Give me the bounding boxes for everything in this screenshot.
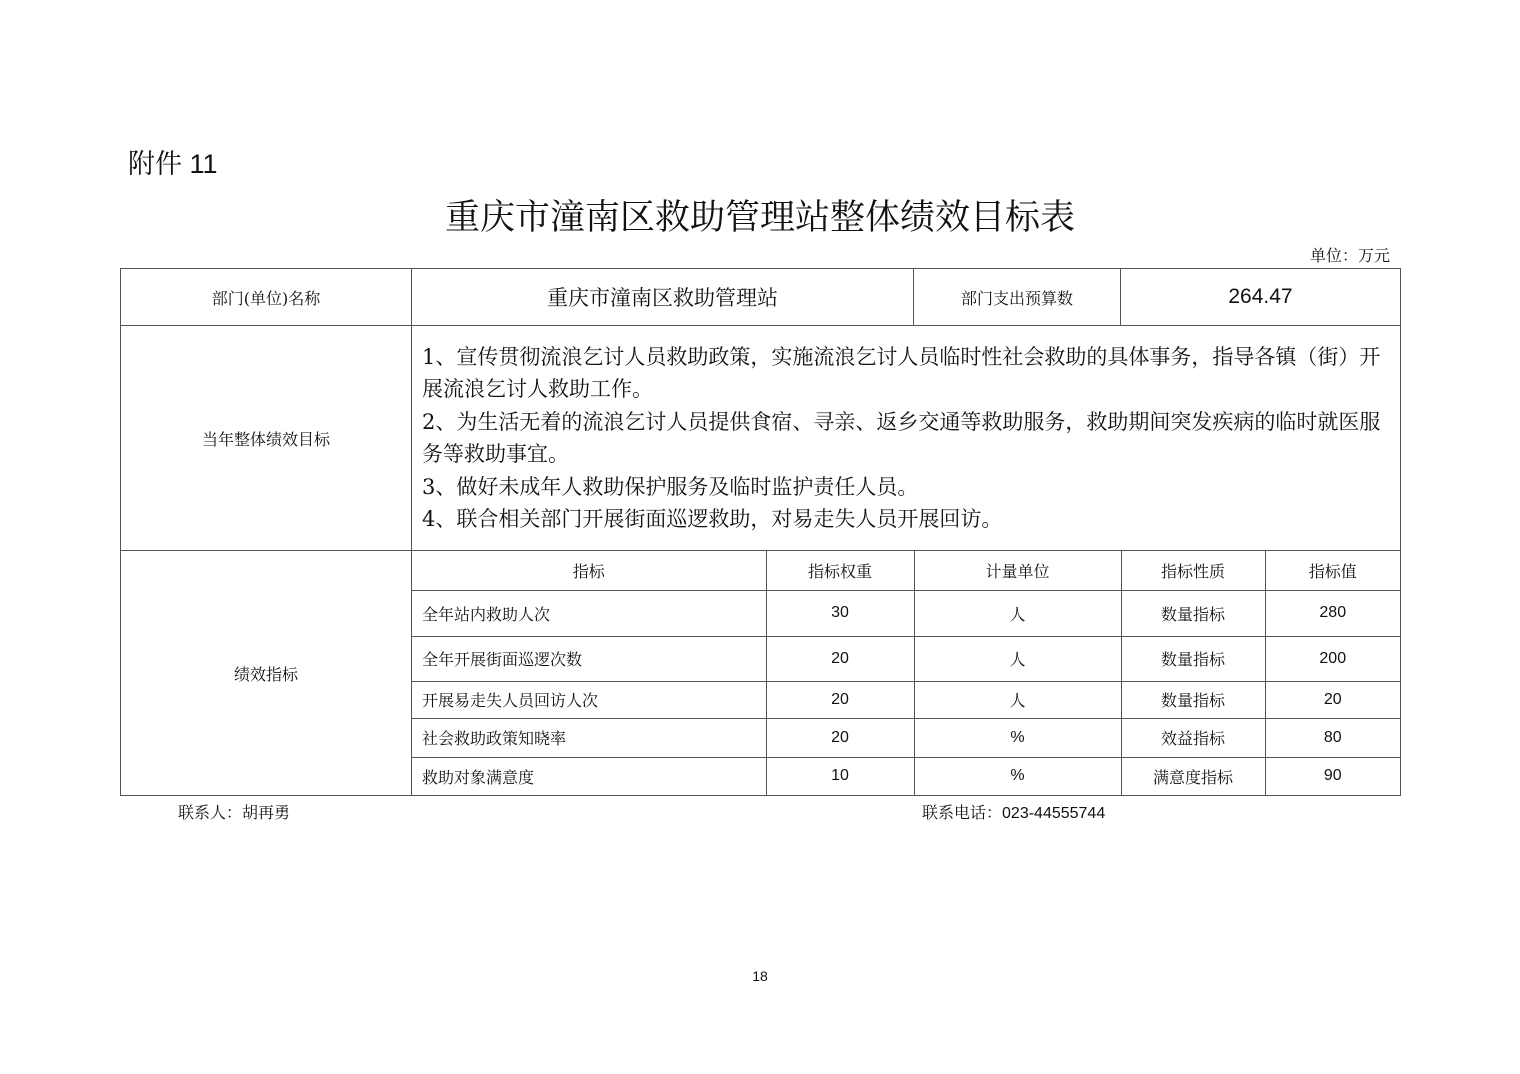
- performance-table: [120, 268, 1401, 796]
- dept-name-label: 部门(单位)名称: [121, 269, 412, 326]
- indicator-nature: 效益指标: [1121, 718, 1265, 757]
- budget-value: 264.47: [1121, 269, 1401, 326]
- indicator-value: 200: [1265, 636, 1400, 681]
- goals-label: 当年整体绩效目标: [121, 326, 412, 551]
- table-row: [412, 681, 1400, 718]
- goal-item: 3、做好未成年人救助保护服务及临时监护责任人员。: [422, 474, 919, 499]
- page-title: 重庆市潼南区救助管理站整体绩效目标表: [444, 198, 1075, 238]
- header-weight: 指标权重: [766, 551, 914, 590]
- indicators-table: [412, 551, 1400, 795]
- indicator-weight: 20: [766, 718, 914, 757]
- indicator-name: 开展易走失人员回访人次: [412, 681, 766, 718]
- indicator-weight: 20: [766, 636, 914, 681]
- indicator-unit: %: [914, 757, 1121, 795]
- contact-person: 联系人：胡再勇: [178, 803, 291, 822]
- indicator-weight: 20: [766, 681, 914, 718]
- indicators-header-row: [412, 551, 1400, 590]
- goals-row: [121, 326, 1401, 551]
- header-nature: 指标性质: [1121, 551, 1265, 590]
- indicators-label: 绩效指标: [121, 551, 412, 796]
- budget-label: 部门支出预算数: [914, 269, 1121, 326]
- indicator-unit: 人: [914, 636, 1121, 681]
- phone-value: 023-44555744: [1002, 805, 1106, 822]
- indicator-weight: 10: [766, 757, 914, 795]
- phone-label: 联系电话：: [922, 803, 1003, 822]
- table-row: [412, 757, 1400, 795]
- indicator-nature: 数量指标: [1121, 590, 1265, 636]
- indicator-value: 280: [1265, 590, 1400, 636]
- indicator-name: 全年站内救助人次: [412, 590, 766, 636]
- dept-row: [121, 269, 1401, 326]
- table-row: [412, 590, 1400, 636]
- annex-label: 附件 11: [128, 149, 218, 179]
- header-unit: 计量单位: [914, 551, 1121, 590]
- indicator-unit: 人: [914, 681, 1121, 718]
- dept-name-value: 重庆市潼南区救助管理站: [412, 269, 914, 326]
- indicator-nature: 满意度指标: [1121, 757, 1265, 795]
- indicator-name: 全年开展街面巡逻次数: [412, 636, 766, 681]
- indicator-nature: 数量指标: [1121, 681, 1265, 718]
- indicator-nature: 数量指标: [1121, 636, 1265, 681]
- header-value: 指标值: [1265, 551, 1400, 590]
- indicator-unit: 人: [914, 590, 1121, 636]
- table-row: [412, 718, 1400, 757]
- indicator-value: 90: [1265, 757, 1400, 795]
- goal-item: 1、宣传贯彻流浪乞讨人员救助政策，实施流浪乞讨人员临时性社会救助的具体事务，指导各镇（街）开展流浪乞讨人救助工作。: [422, 344, 1381, 401]
- header-indicator: 指标: [572, 561, 605, 581]
- indicator-value: 20: [1265, 681, 1400, 718]
- table-row: [412, 636, 1400, 681]
- goals-content: [412, 326, 1401, 551]
- indicator-name: 救助对象满意度: [412, 757, 766, 795]
- unit-label: 单位：万元: [1309, 246, 1390, 265]
- indicator-unit: %: [914, 718, 1121, 757]
- page-number: 18: [752, 968, 768, 984]
- indicators-row: [121, 551, 1401, 796]
- contact-phone: [922, 800, 1105, 823]
- indicator-weight: 30: [766, 590, 914, 636]
- goal-item: 2、为生活无着的流浪乞讨人员提供食宿、寻亲、返乡交通等救助服务，救助期间突发疾病的临时就医服务等救助事宜。: [422, 409, 1381, 466]
- goal-item: 4、联合相关部门开展街面巡逻救助，对易走失人员开展回访。: [422, 507, 1003, 531]
- indicator-name: 社会救助政策知晓率: [412, 718, 766, 757]
- indicator-value: 80: [1265, 718, 1400, 757]
- indicators-cell: [412, 551, 1401, 796]
